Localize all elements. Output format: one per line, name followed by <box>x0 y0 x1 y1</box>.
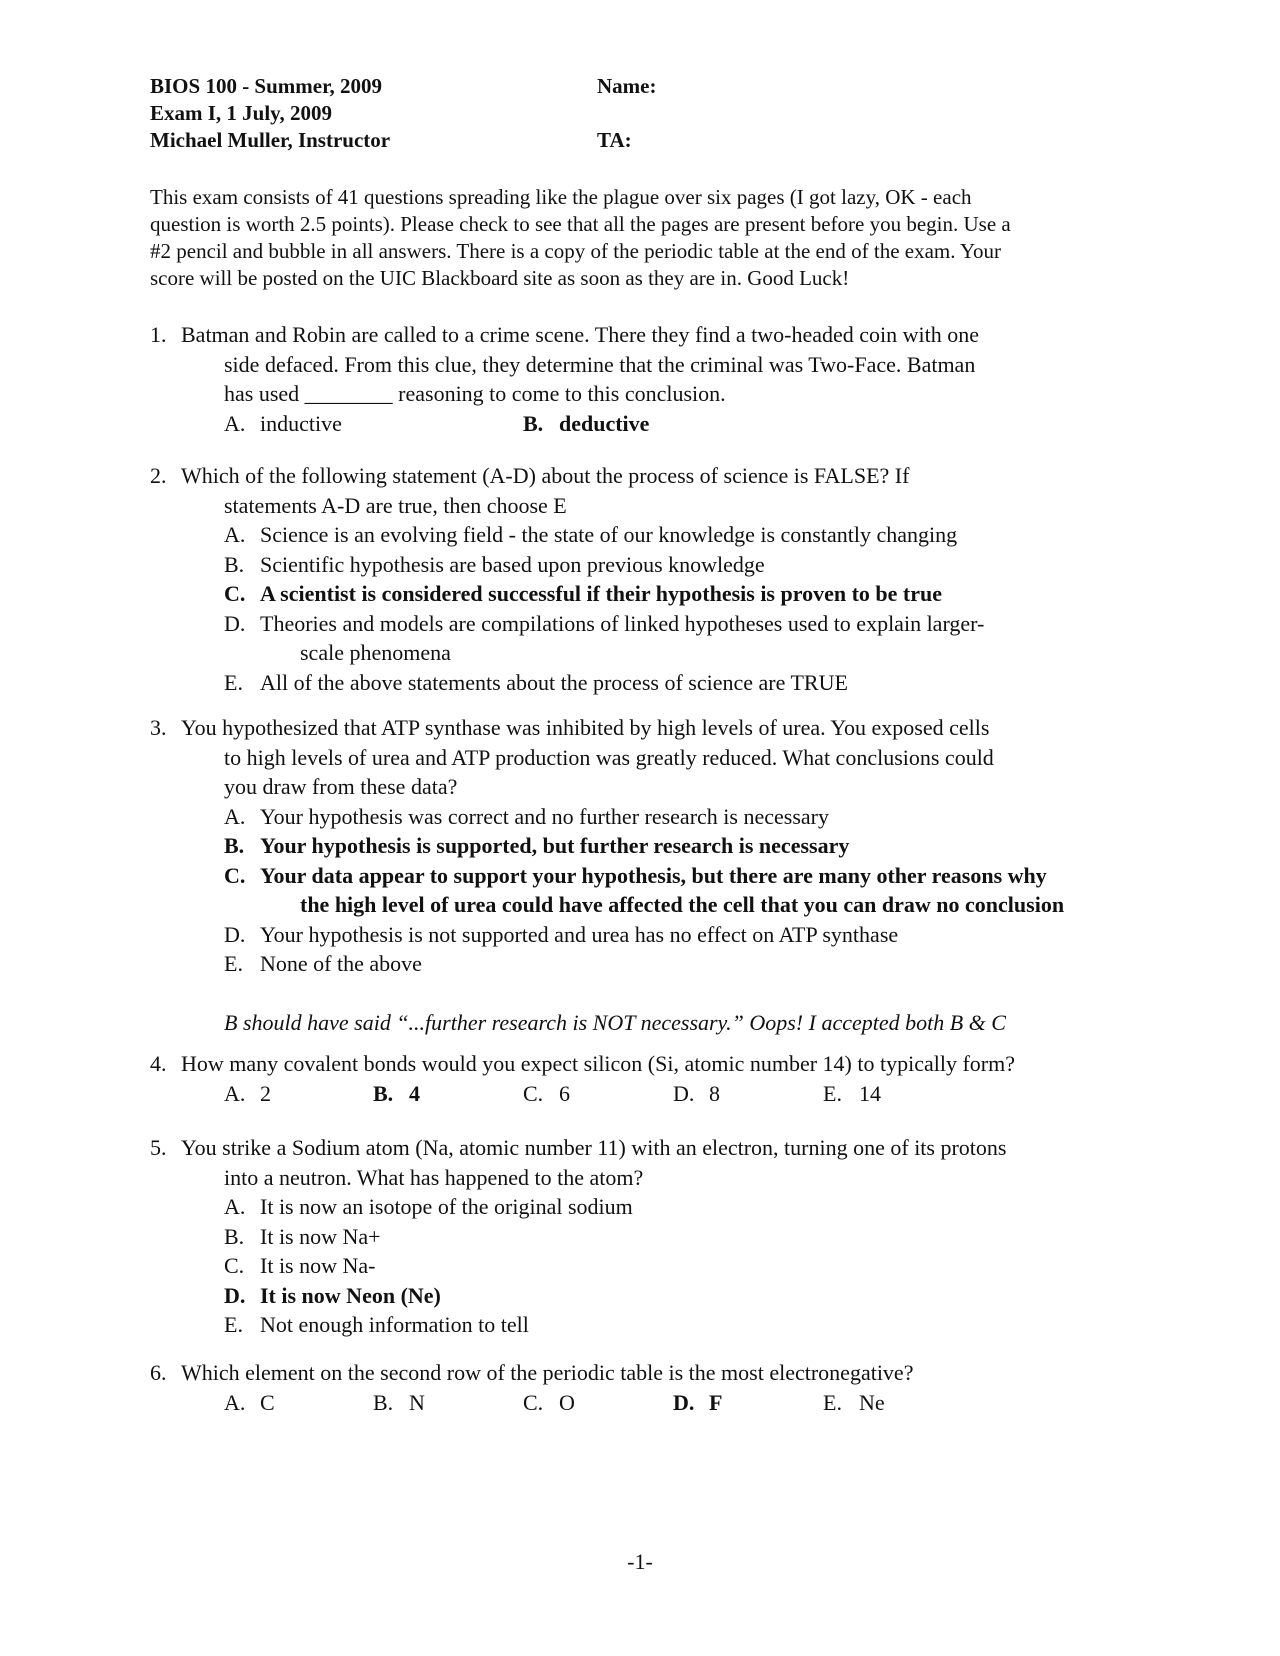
option-d[interactable]: D. Your hypothesis is not supported and urea has no effect on ATP synthase <box>224 921 899 947</box>
option-e[interactable]: E. Not enough information to tell <box>224 1312 529 1337</box>
question-stem: has used ________ reasoning to come to this conclusion. <box>224 381 726 406</box>
option-c-continued: the high level of urea could have affected the cell that you can draw no conclusion <box>300 892 1065 917</box>
option-b-correct[interactable]: B. 4 <box>373 1080 420 1106</box>
question-stem: statements A-D are true, then choose E <box>224 492 567 518</box>
question-number: 2. <box>150 463 167 488</box>
question-stem: How many covalent bonds would you expect silicon (Si, atomic number 14) to typically form? <box>181 1051 1015 1076</box>
question-number: 5. <box>150 1135 167 1160</box>
option-b[interactable]: B. It is now Na+ <box>224 1223 381 1249</box>
option-c[interactable]: C. O <box>523 1389 575 1415</box>
instructions-line: score will be posted on the UIC Blackboard site as soon as they are in. Good Luck! <box>150 266 850 290</box>
question-stem: Which of the following statement (A-D) about the process of science is FALSE? If <box>181 463 910 488</box>
instructions-line: This exam consists of 41 questions spreading like the plague over six pages (I got lazy, OK - each <box>150 185 972 209</box>
option-a[interactable]: A. It is now an isotope of the original sodium <box>224 1194 633 1219</box>
ta-label: TA: <box>597 128 632 152</box>
page-number: -1- <box>627 1549 653 1574</box>
option-b-correct[interactable]: B. Your hypothesis is supported, but further research is necessary <box>224 833 850 858</box>
header-left <box>150 73 390 154</box>
question-number: 6. <box>150 1360 167 1385</box>
question-3 <box>150 713 1160 1037</box>
answer-options <box>150 1388 1160 1418</box>
course-title: BIOS 100 - Summer, 2009 <box>150 74 382 98</box>
exam-date: Exam I, 1 July, 2009 <box>150 101 333 125</box>
question-stem: Which element on the second row of the periodic table is the most electronegative? <box>181 1360 914 1385</box>
answer-options <box>150 1079 1160 1109</box>
option-e[interactable]: E. None of the above <box>224 951 422 976</box>
option-d-correct[interactable]: D. F <box>673 1389 723 1415</box>
question-2 <box>150 461 1160 697</box>
name-label: Name: <box>597 74 657 98</box>
question-stem: side defaced. From this clue, they determine that the criminal was Two-Face. Batman <box>224 351 976 377</box>
option-c[interactable]: C. It is now Na- <box>224 1253 376 1278</box>
option-d[interactable]: D. Theories and models are compilations of linked hypotheses used to explain larger- <box>224 610 985 636</box>
option-d-continued: scale phenomena <box>300 640 451 665</box>
option-e[interactable]: E. Ne <box>823 1389 885 1415</box>
option-c[interactable]: C. 6 <box>523 1080 570 1106</box>
option-c-correct[interactable]: C. Your data appear to support your hypothesis, but there are many other reasons why <box>224 862 1047 888</box>
answer-options <box>150 409 1160 439</box>
instructions-line: question is worth 2.5 points). Please check to see that all the pages are present before you begin. Use a <box>150 212 1011 236</box>
option-d[interactable]: D. 8 <box>673 1080 720 1106</box>
question-number: 3. <box>150 715 167 740</box>
option-e[interactable]: E. 14 <box>823 1080 881 1106</box>
option-a[interactable]: A. C <box>224 1389 275 1415</box>
question-6 <box>150 1358 1160 1417</box>
exam-instructions <box>150 184 1130 292</box>
question-1 <box>150 320 1160 438</box>
option-b[interactable]: B. Scientific hypothesis are based upon previous knowledge <box>224 551 765 577</box>
option-b-correct[interactable]: B. deductive <box>523 410 650 436</box>
option-a[interactable]: A. inductive <box>224 410 342 436</box>
instructor-name: Michael Muller, Instructor <box>150 128 391 152</box>
option-c-correct[interactable]: C. A scientist is considered successful if their hypothesis is proven to be true <box>224 581 943 606</box>
option-b[interactable]: B. N <box>373 1389 425 1415</box>
question-stem: you draw from these data? <box>224 774 458 799</box>
option-a[interactable]: A. Science is an evolving field - the state of our knowledge is constantly changing <box>224 522 958 547</box>
question-stem: Batman and Robin are called to a crime scene. There they find a two-headed coin with one <box>181 322 980 347</box>
question-stem: to high levels of urea and ATP production was greatly reduced. What conclusions could <box>224 744 994 770</box>
question-stem: You strike a Sodium atom (Na, atomic number 11) with an electron, turning one of its protons <box>181 1135 1007 1160</box>
grading-note: B should have said “...further research is NOT necessary.” Oops! I accepted both B & C <box>224 1009 1006 1035</box>
question-number: 1. <box>150 322 167 347</box>
option-a[interactable]: A. 2 <box>224 1080 271 1106</box>
question-5 <box>150 1133 1160 1340</box>
question-stem: You hypothesized that ATP synthase was inhibited by high levels of urea. You exposed cells <box>181 715 990 740</box>
question-number: 4. <box>150 1051 167 1076</box>
question-4 <box>150 1049 1160 1108</box>
option-d-correct[interactable]: D. It is now Neon (Ne) <box>224 1282 441 1308</box>
instructions-line: #2 pencil and bubble in all answers. There is a copy of the periodic table at the end of the exam. Your <box>150 239 1002 263</box>
option-a[interactable]: A. Your hypothesis was correct and no further research is necessary <box>224 803 829 829</box>
option-e[interactable]: E. All of the above statements about the process of science are TRUE <box>224 669 848 695</box>
question-stem: into a neutron. What has happened to the atom? <box>224 1164 644 1190</box>
